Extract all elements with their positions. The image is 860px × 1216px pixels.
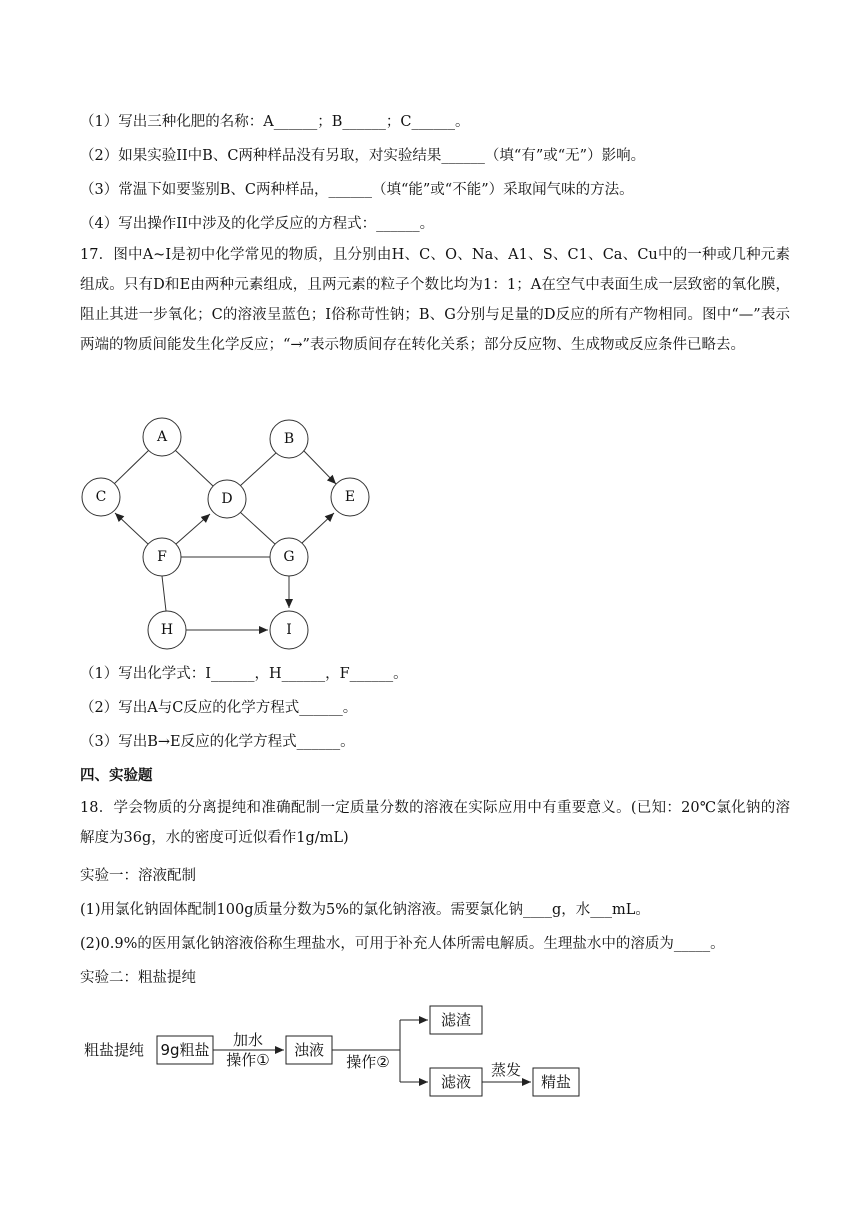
node-label-D: D (221, 491, 233, 507)
flow-label: 粗盐提纯 (83, 1041, 145, 1059)
node-label-I: I (286, 622, 292, 638)
flow-product: 精盐 (540, 1073, 572, 1091)
edge-B-D (240, 452, 277, 486)
q16-sub2: （2）如果实验II中B、C两种样品没有另取，对实验结果______（填“有”或“无”）影响。 (80, 148, 646, 164)
flow-step3: 蒸发 (490, 1061, 522, 1079)
edge-A-C (114, 450, 149, 484)
q17-stem: 17．图中A~I是初中化学常见的物质，且分别由H、C、O、Na、A1、S、C1、Ca、Cu中的一种或几种元素组成。只有D和E由两种元素组成，且两元素的粒子个数比均为1：1；A在空气中表面生成一层致密的氧化膜，阻止其进一步氧化；C的溶液呈蓝色；I俗称苛性钠；B、G分别与足量的D反应的所有产物相同。图中“—”表示两端的物质间能发生化学反应；“→”表示物质间存在转化关系；部分反应物、生成物或反应条件已略去。 (80, 247, 790, 353)
flow-step2: 操作② (346, 1053, 390, 1071)
node-label-E: E (344, 489, 356, 505)
arrow-G-E (302, 513, 334, 543)
node-label-A: A (156, 429, 168, 445)
flow-residue: 滤渣 (440, 1011, 472, 1029)
arrow-F-C (115, 513, 148, 544)
arrow-B-E (304, 451, 336, 484)
node-label-H: H (160, 622, 174, 638)
q17-sub3: （3）写出B→E反应的化学方程式______。 (80, 734, 355, 750)
edge-D-G (240, 512, 276, 545)
q18-exp1-title: 实验一：溶液配制 (80, 868, 196, 884)
q17-sub2: （2）写出A与C反应的化学方程式______。 (80, 700, 358, 716)
flow-step1-bottom: 操作① (226, 1051, 270, 1069)
q18-exp2-title: 实验二：粗盐提纯 (80, 970, 196, 986)
flow-start: 9g粗盐 (160, 1041, 210, 1059)
flow-step1-top: 加水 (232, 1031, 264, 1049)
q16-sub1: （1）写出三种化肥的名称：A______；B______；C______。 (80, 114, 470, 130)
q17-sub1: （1）写出化学式：I______，H______，F______。 (80, 666, 408, 682)
q16-sub4: （4）写出操作II中涉及的化学反应的方程式：______。 (80, 216, 435, 232)
q18-exp1-q1: (1)用氯化钠固体配制100g质量分数为5%的氯化钠溶液。需要氯化钠____g，水___mL。 (80, 902, 650, 918)
arrow-F-D (176, 514, 210, 544)
node-label-G: G (283, 549, 295, 565)
q16-sub3: （3）常温下如要鉴别B、C两种样品，______（填“能”或“不能”）采取闻气味的方法。 (80, 182, 634, 198)
salt-purification-flowchart (75, 1000, 595, 1100)
flow-filtrate: 滤液 (440, 1073, 472, 1091)
node-label-C: C (95, 489, 107, 505)
flow-turbid: 浊液 (293, 1041, 325, 1059)
q17-relation-diagram (75, 410, 385, 655)
node-label-F: F (157, 549, 167, 565)
node-label-B: B (283, 431, 295, 447)
edge-A-D (175, 450, 213, 486)
section-heading: 四、实验题 (80, 767, 153, 784)
q18-exp1-q2: (2)0.9%的医用氯化钠溶液俗称生理盐水，可用于补充人体所需电解质。生理盐水中的溶质为_____。 (80, 936, 725, 952)
edge-F-H (162, 576, 166, 611)
q18-stem: 18．学会物质的分离提纯和准确配制一定质量分数的溶液在实际应用中有重要意义。(已知：20℃氯化钠的溶解度为36g，水的密度可近似看作1g/mL) (80, 800, 790, 846)
diagram-nodes (82, 418, 369, 649)
